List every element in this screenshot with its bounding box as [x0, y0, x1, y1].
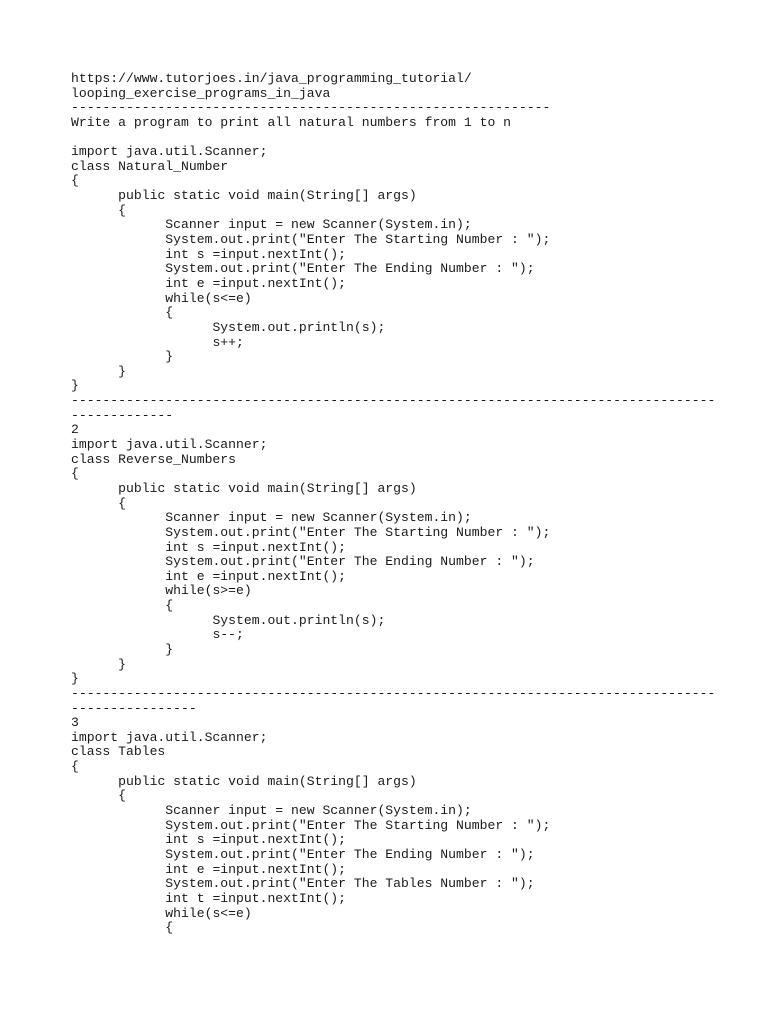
code-line: Scanner input = new Scanner(System.in); — [71, 217, 472, 233]
code-line: { — [71, 173, 79, 189]
code-line: System.out.print("Enter The Ending Number : "); — [71, 846, 535, 862]
code-line: s--; — [71, 627, 244, 643]
code-line: System.out.print("Enter The Ending Number : "); — [71, 261, 535, 277]
code-line: } — [71, 349, 174, 365]
code-line: import java.util.Scanner; — [71, 437, 268, 453]
code-line: import java.util.Scanner; — [71, 144, 268, 160]
code-line: int e =input.nextInt(); — [71, 568, 347, 584]
code-line: while(s>=e) — [71, 583, 252, 599]
code-line: class Reverse_Numbers — [71, 451, 237, 467]
code-line: System.out.print("Enter The Tables Number : "); — [71, 876, 535, 892]
code-line: s++; — [71, 334, 244, 350]
code-line: int e =input.nextInt(); — [71, 275, 347, 291]
code-line: { — [71, 598, 174, 614]
code-line: { — [71, 759, 79, 775]
code-line: while(s<=e) — [71, 905, 252, 921]
code-line: class Natural_Number — [71, 158, 229, 174]
code-line: { — [71, 466, 79, 482]
code-line: { — [71, 495, 127, 511]
code-line: int s =input.nextInt(); — [71, 832, 347, 848]
code-line: public static void main(String[] args) — [71, 480, 417, 496]
code-line: System.out.print("Enter The Ending Number : "); — [71, 554, 535, 570]
code-line: ---------------------------------------------------------------------------------- — [71, 393, 716, 409]
code-line: class Tables — [71, 744, 166, 760]
code-line: } — [71, 363, 127, 379]
code-line: } — [71, 656, 127, 672]
code-line — [71, 131, 731, 146]
code-line: looping_exercise_programs_in_java — [71, 85, 331, 101]
code-line: Scanner input = new Scanner(System.in); — [71, 510, 472, 526]
code-line: public static void main(String[] args) — [71, 188, 417, 204]
code-line: System.out.print("Enter The Starting Number : "); — [71, 817, 551, 833]
code-line: { — [71, 920, 174, 936]
code-line: { — [71, 202, 127, 218]
code-line: System.out.println(s); — [71, 612, 386, 628]
code-line: int t =input.nextInt(); — [71, 890, 347, 906]
code-line: ---------------- — [71, 700, 197, 716]
code-line: https://www.tutorjoes.in/java_programming_tutorial/ — [71, 71, 472, 86]
code-line: { — [71, 305, 174, 321]
code-line: ------------- — [71, 407, 174, 423]
code-line: System.out.print("Enter The Starting Number : "); — [71, 232, 551, 248]
code-line: int s =input.nextInt(); — [71, 539, 347, 555]
code-line: ---------------------------------------------------------------------------------- — [71, 685, 716, 701]
code-line: int e =input.nextInt(); — [71, 861, 347, 877]
code-line: int s =input.nextInt(); — [71, 246, 347, 262]
code-line: public static void main(String[] args) — [71, 773, 417, 789]
code-line: { — [71, 788, 127, 804]
code-line: while(s<=e) — [71, 290, 252, 306]
code-line: } — [71, 671, 79, 687]
code-line: ------------------------------------------------------------- — [71, 100, 551, 116]
code-line: } — [71, 378, 79, 394]
code-line: System.out.print("Enter The Starting Number : "); — [71, 524, 551, 540]
code-line: Scanner input = new Scanner(System.in); — [71, 803, 472, 819]
code-line: import java.util.Scanner; — [71, 729, 268, 745]
code-line: 2 — [71, 422, 79, 438]
code-line: Write a program to print all natural numbers from 1 to n — [71, 114, 512, 130]
code-line: 3 — [71, 715, 79, 731]
code-line: } — [71, 641, 174, 657]
code-line: System.out.println(s); — [71, 319, 386, 335]
code-listing — [71, 72, 731, 936]
